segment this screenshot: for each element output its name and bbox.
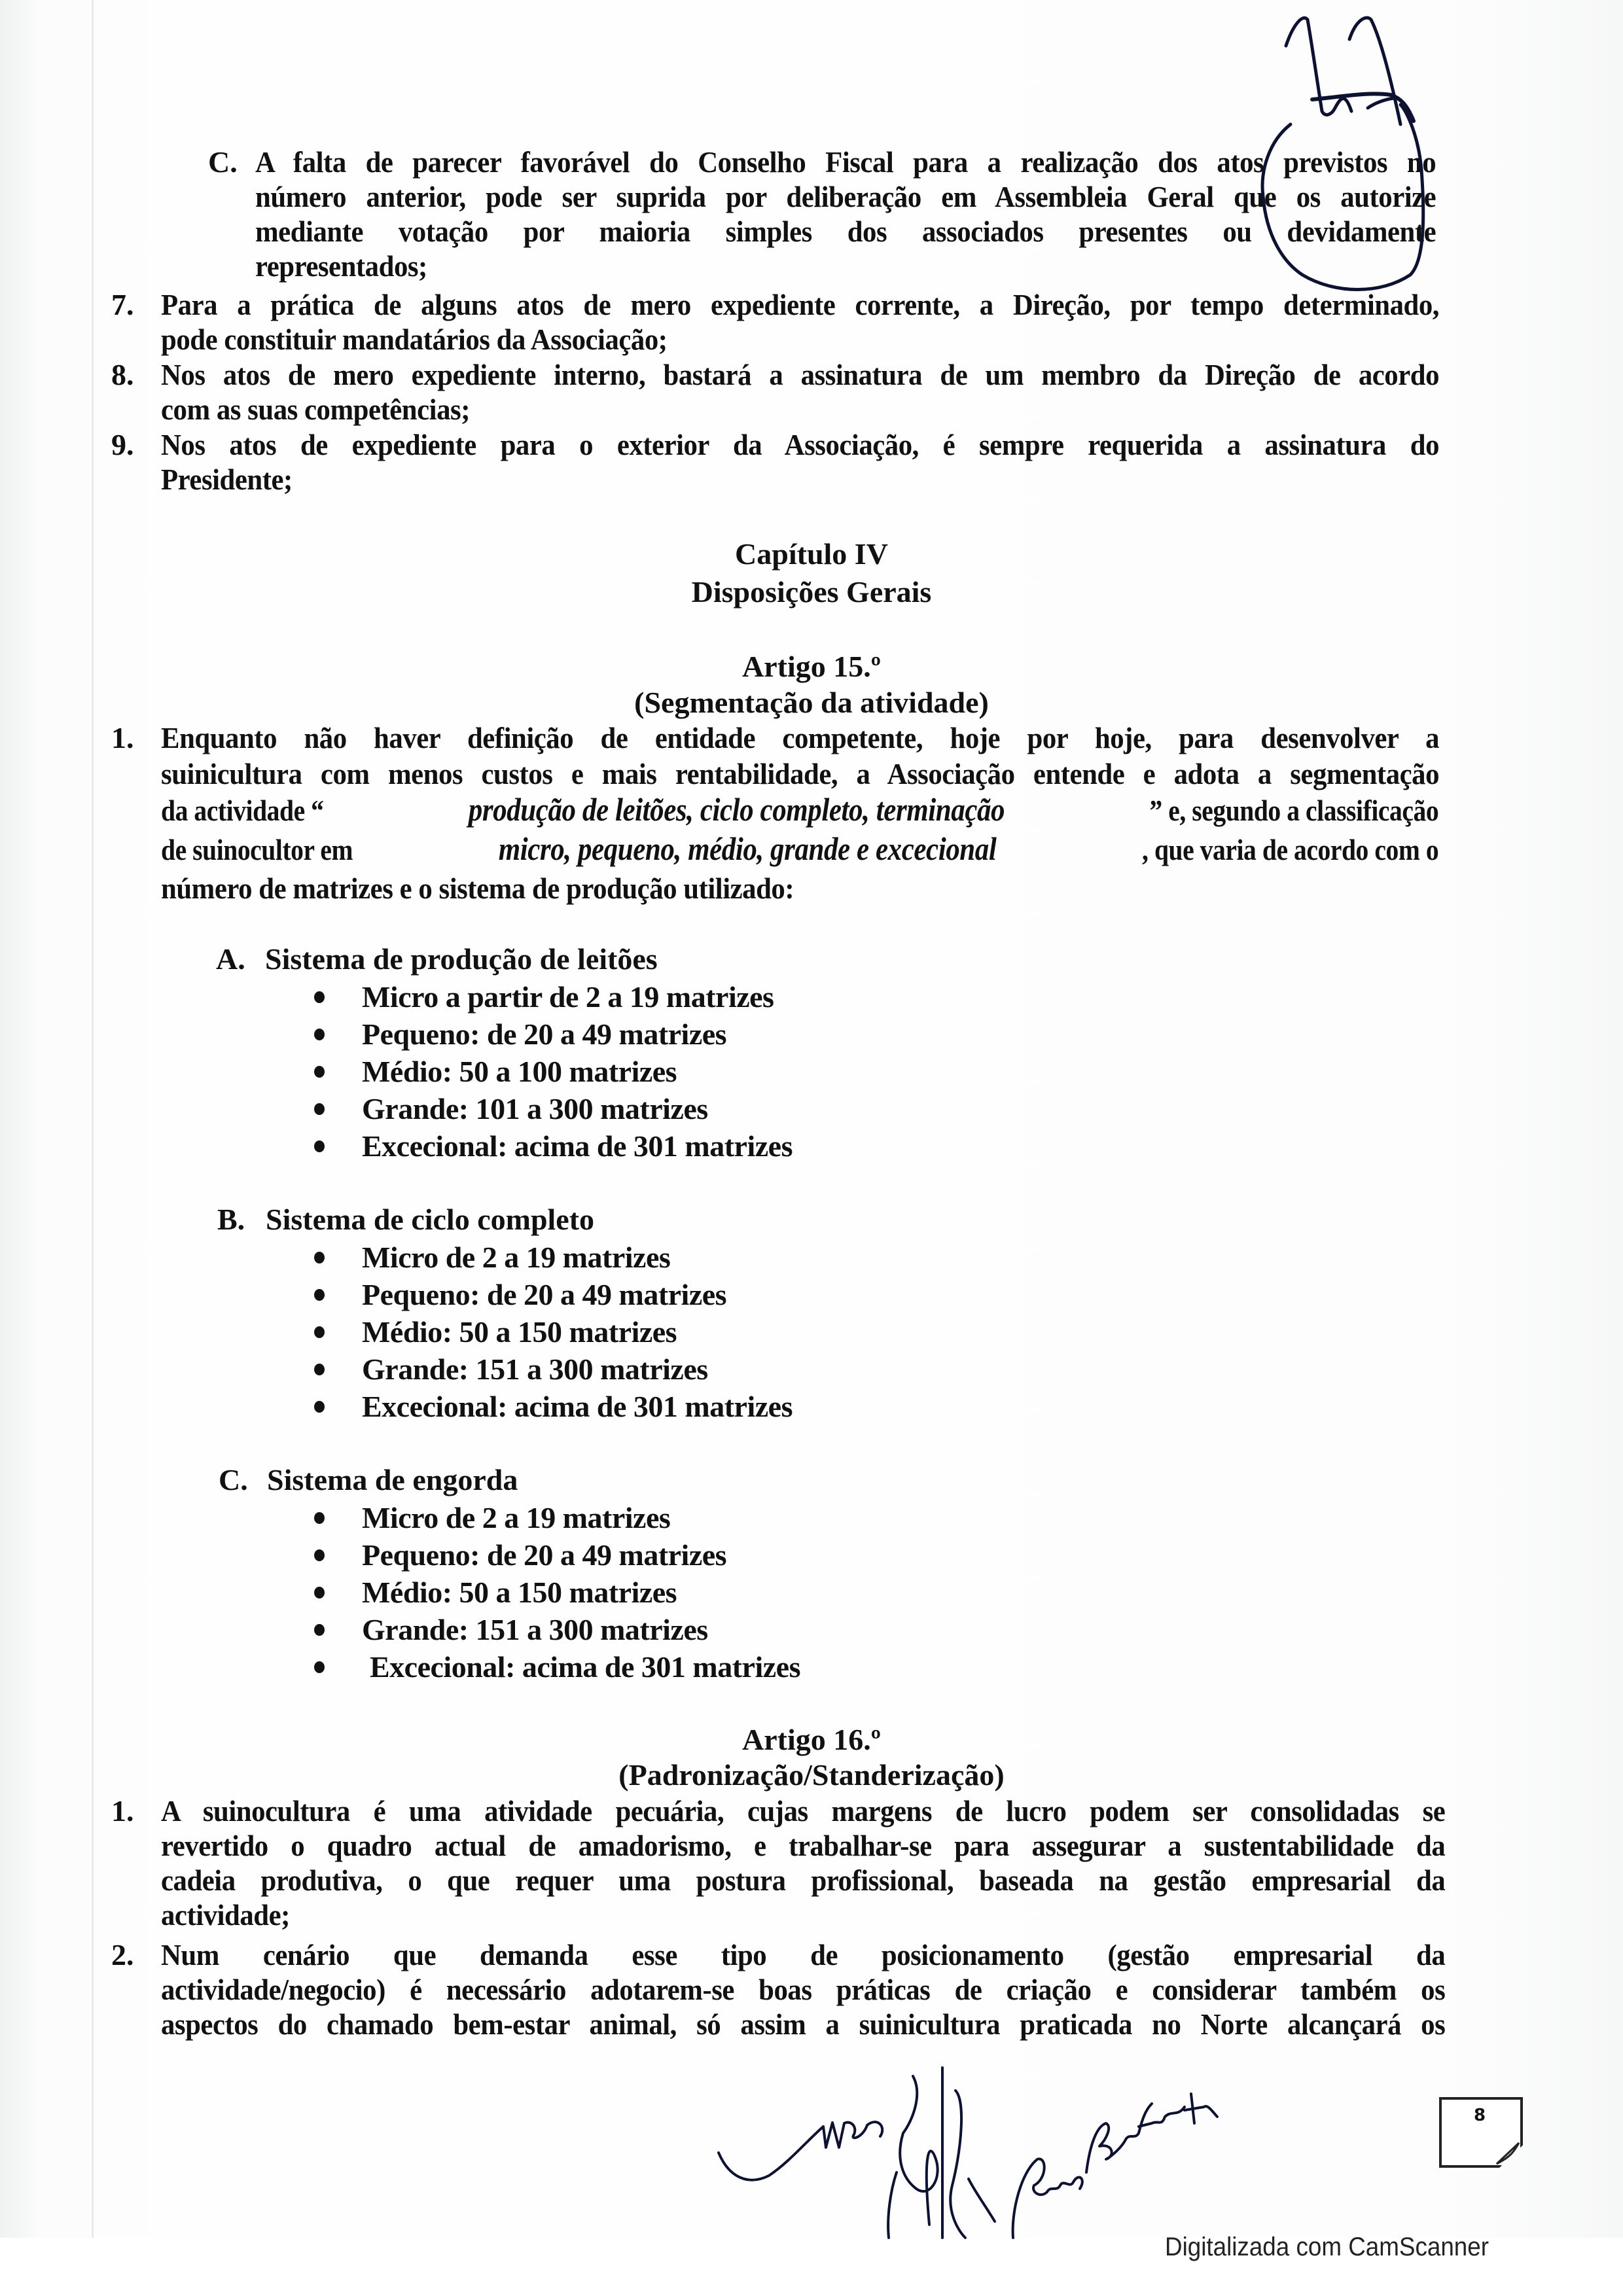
item-8-line: com as suas competências;: [161, 393, 470, 426]
article-16-subtitle: (Padronização/Standerização): [618, 1758, 1005, 1792]
list-item-text: Excecional: acima de 301 matrizes: [370, 1650, 800, 1684]
list-item-text: Pequeno: de 20 a 49 matrizes: [362, 1538, 727, 1572]
chapter-subtitle: Disposições Gerais: [691, 575, 932, 609]
item-number: 7.: [111, 288, 134, 321]
bullet-icon: [314, 1252, 325, 1263]
bullet-icon: [314, 1661, 325, 1673]
list-item-text: Pequeno: de 20 a 49 matrizes: [362, 1278, 727, 1311]
list-item-text: Excecional: acima de 301 matrizes: [362, 1129, 793, 1163]
article-16-line: A suinocultura é uma atividade pecuária, cujas margens de lucro podem ser consolidadas se: [161, 1794, 1446, 1828]
item-9-line: Presidente;: [161, 463, 293, 496]
bullet-icon: [314, 1029, 325, 1040]
list-item-text: Médio: 50 a 150 matrizes: [362, 1315, 677, 1349]
article-16-title: Artigo 16.º: [742, 1723, 881, 1756]
bullet-icon: [314, 1549, 325, 1561]
list-item-text: Micro a partir de 2 a 19 matrizes: [362, 980, 774, 1014]
system-b-label: B.: [217, 1203, 245, 1236]
system-a-label: A.: [216, 942, 245, 976]
article-16-line: aspectos do chamado bem-estar animal, só assim a suinicultura praticada no Norte alcançará os: [161, 2007, 1446, 2041]
item-number: 1.: [111, 721, 134, 754]
bullet-icon: [314, 991, 325, 1003]
bullet-icon: [314, 1624, 325, 1636]
list-item-text: Grande: 101 a 300 matrizes: [362, 1092, 708, 1125]
list-item-text: Pequeno: de 20 a 49 matrizes: [362, 1017, 727, 1051]
scan-edge: [92, 0, 94, 2238]
text-run: ” e, segundo a classificação: [1149, 794, 1439, 827]
item-c-label: C.: [208, 145, 238, 179]
item-7-line: pode constituir mandatários da Associação;: [161, 323, 668, 356]
bullet-icon: [314, 1289, 325, 1301]
list-item-text: Micro de 2 a 19 matrizes: [362, 1241, 671, 1274]
item-8-line: Nos atos de mero expediente interno, bastará a assinatura de um membro da Direção de acordo: [161, 358, 1439, 391]
bullet-icon: [314, 1364, 325, 1375]
item-c-line: número anterior, pode ser suprida por deliberação em Assembleia Geral que os autorize: [255, 180, 1436, 213]
list-item-text: Grande: 151 a 300 matrizes: [362, 1352, 708, 1386]
list-item-text: Médio: 50 a 100 matrizes: [362, 1055, 677, 1088]
bullet-icon: [314, 1326, 325, 1338]
italic-emphasis: micro, pequeno, médio, grande e excecional: [498, 830, 997, 867]
item-number: 9.: [111, 428, 134, 461]
article-15-line: número de matrizes e o sistema de produção utilizado:: [161, 872, 794, 905]
bullet-icon: [314, 1066, 325, 1078]
item-c-line: mediante votação por maioria simples dos associados presentes ou devidamente: [255, 215, 1436, 248]
text-run: da actividade “: [161, 794, 324, 827]
text-run: de suinocultor em: [161, 833, 353, 866]
article-15-line: Enquanto não haver definição de entidade competente, hoje por hoje, para desenvolver a: [161, 721, 1439, 754]
list-item-text: Grande: 151 a 300 matrizes: [362, 1613, 708, 1646]
bullet-icon: [314, 1512, 325, 1524]
system-b-title: Sistema de ciclo completo: [266, 1203, 595, 1236]
article-15-line-segmentation: [161, 792, 1438, 830]
item-7-line: Para a prática de alguns atos de mero expediente corrente, a Direção, por tempo determinado,: [161, 288, 1439, 321]
list-item-text: Médio: 50 a 150 matrizes: [362, 1576, 677, 1609]
camscanner-watermark: Digitalizada com CamScanner: [1165, 2233, 1489, 2261]
bullet-icon: [314, 1103, 325, 1115]
article-15-subtitle: (Segmentação da atividade): [634, 686, 989, 719]
article-15-line: suinicultura com menos custos e mais rentabilidade, a Associação entende e adota a segmentação: [161, 757, 1439, 790]
article-16-line: actividade/negocio) é necessário adotarem-se boas práticas de criação e considerar também os: [161, 1973, 1446, 2006]
item-number: 1.: [111, 1794, 134, 1828]
bullet-icon: [314, 1140, 325, 1152]
list-item-text: Micro de 2 a 19 matrizes: [362, 1501, 671, 1534]
item-number: 2.: [111, 1938, 134, 1971]
system-a-title: Sistema de produção de leitões: [265, 942, 658, 976]
article-16-line: actividade;: [161, 1898, 290, 1932]
item-number: 8.: [111, 358, 134, 391]
text-run: , que varia de acordo com o: [1142, 833, 1439, 866]
system-c-title: Sistema de engorda: [267, 1463, 518, 1496]
list-item-text: Excecional: acima de 301 matrizes: [362, 1390, 793, 1423]
item-9-line: Nos atos de expediente para o exterior da Associação, é sempre requerida a assinatura do: [161, 428, 1439, 461]
system-c-label: C.: [219, 1463, 248, 1496]
bullet-icon: [314, 1587, 325, 1598]
page-curl-icon: [1495, 2142, 1520, 2165]
item-c-line: A falta de parecer favorável do Conselho Fiscal para a realização dos atos previstos no: [255, 145, 1436, 179]
article-15-line-classification: [161, 831, 1438, 869]
article-16-line: cadeia produtiva, o que requer uma postura profissional, baseada na gestão empresarial da: [161, 1863, 1446, 1897]
article-16-line: revertido o quadro actual de amadorismo, e trabalhar-se para assegurar a sustentabilidade da: [161, 1829, 1446, 1862]
page-number: 8: [1473, 2106, 1486, 2125]
article-16-line: Num cenário que demanda esse tipo de posicionamento (gestão empresarial da: [161, 1938, 1446, 1971]
chapter-title: Capítulo IV: [735, 537, 888, 571]
item-c-line: representados;: [255, 249, 427, 283]
bullet-icon: [314, 1401, 325, 1413]
italic-emphasis: produção de leitões, ciclo completo, terminação: [468, 791, 1005, 828]
article-15-title: Artigo 15.º: [742, 650, 881, 683]
